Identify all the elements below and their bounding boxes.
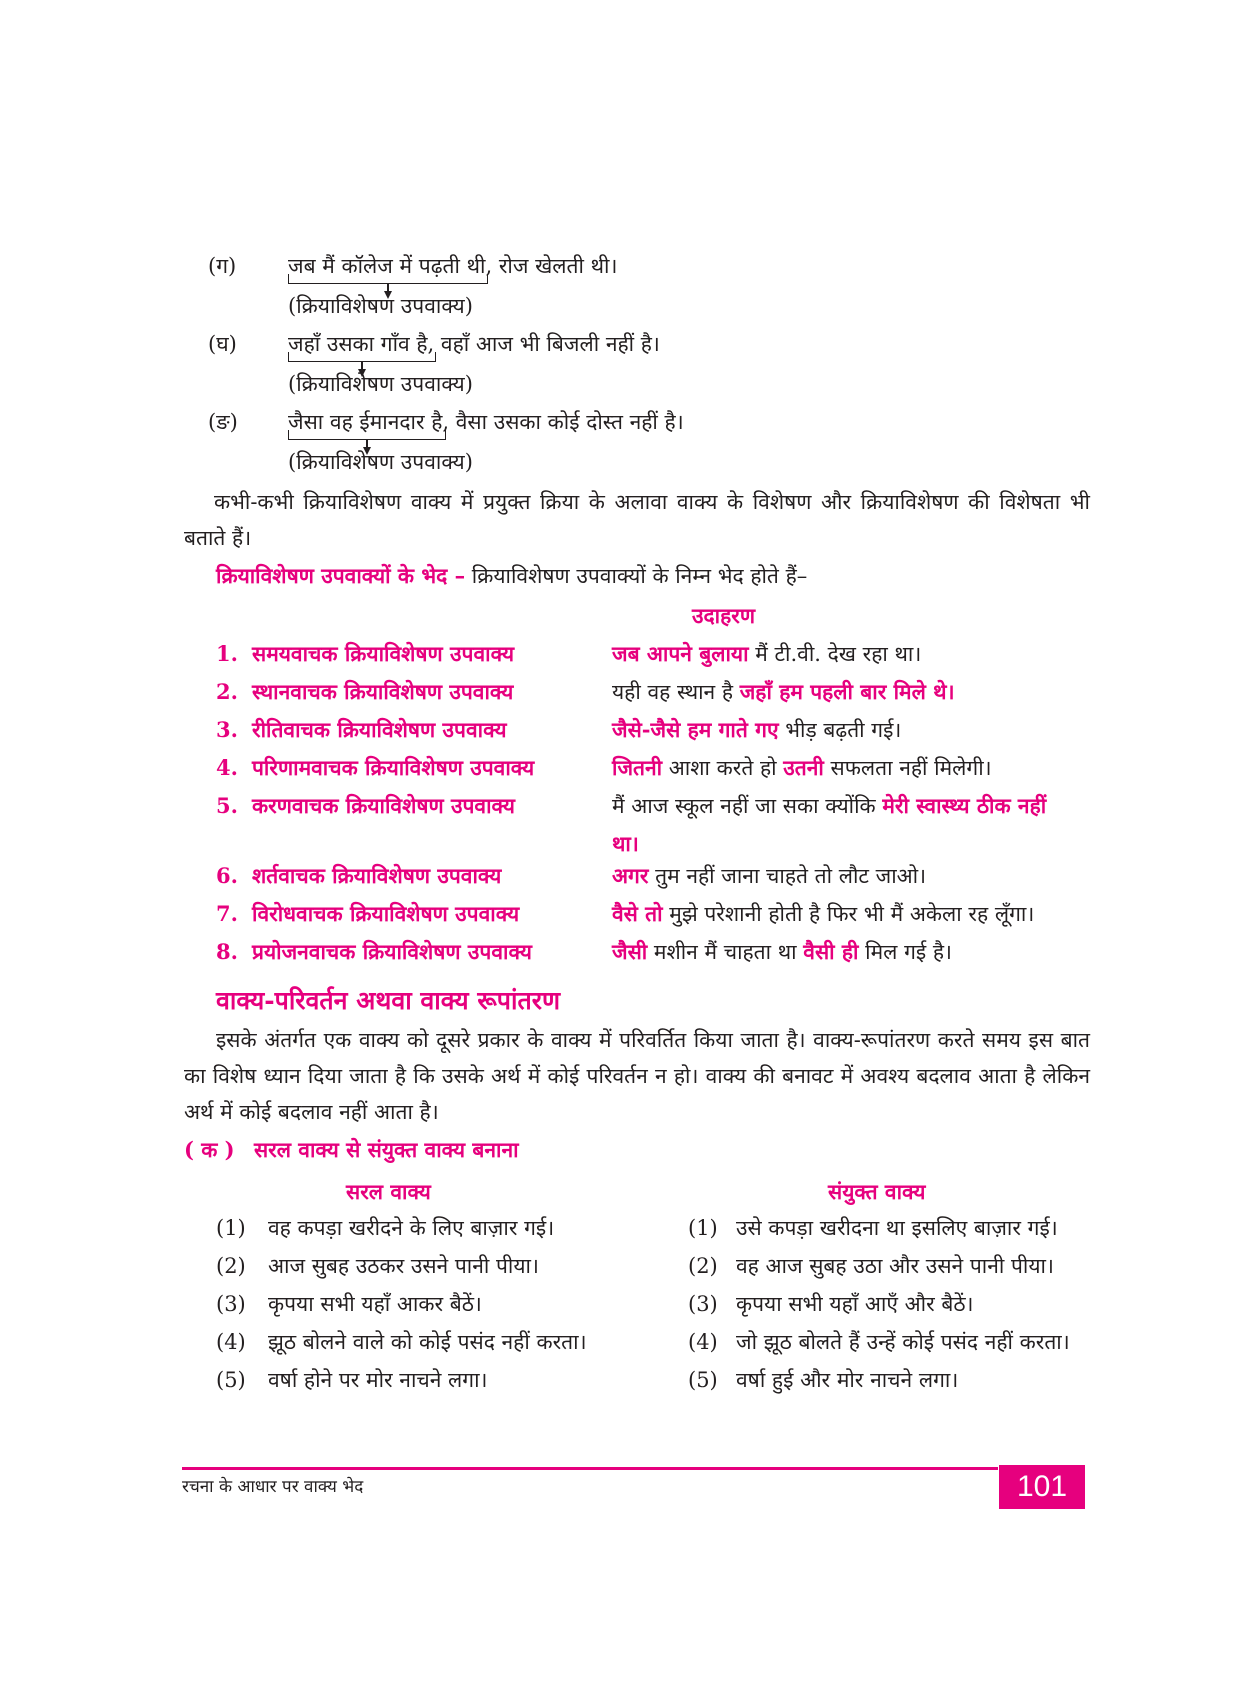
example-text: तुम नहीं जाना चाहते तो लौट जाओ। xyxy=(648,864,927,888)
section-heading: वाक्य-परिवर्तन अथवा वाक्य रूपांतरण xyxy=(216,986,561,1015)
type-name: शर्तवाचक क्रियाविशेषण उपवाक्य xyxy=(252,863,502,888)
compound-sentence: वर्षा हुई और मोर नाचने लगा। xyxy=(736,1368,959,1392)
main-clause: वहाँ आज भी बिजली नहीं है। xyxy=(440,332,660,356)
highlighted-clause: जहाँ हम पहली बार मिले थे। xyxy=(739,679,955,704)
example-column-heading: उदाहरण xyxy=(692,603,756,628)
footer-rule xyxy=(182,1467,998,1470)
type-example xyxy=(612,792,1046,820)
example-text: मशीन मैं चाहता था xyxy=(647,940,804,964)
highlighted-clause: जब आपने बुलाया xyxy=(612,641,749,666)
main-clause: रोज खेलती थी। xyxy=(498,254,618,278)
type-name: परिणामवाचक क्रियाविशेषण उपवाक्य xyxy=(252,755,535,780)
example-text: मुझे परेशानी होती है फिर भी मैं अकेला रह लूँगा। xyxy=(662,902,1035,926)
type-example xyxy=(612,678,955,706)
example-marker: (ङ) xyxy=(208,410,238,434)
type-number: 3. xyxy=(216,717,238,742)
type-name: रीतिवाचक क्रियाविशेषण उपवाक्य xyxy=(252,717,507,742)
type-number: 4. xyxy=(216,755,238,780)
simple-sentence: वह कपड़ा खरीदने के लिए बाज़ार गई। xyxy=(268,1216,555,1240)
highlighted-clause: था। xyxy=(612,831,639,856)
type-number: 1. xyxy=(216,641,238,666)
simple-sentence: झूठ बोलने वाले को कोई पसंद नहीं करता। xyxy=(268,1330,587,1354)
highlighted-clause: उतनी xyxy=(783,755,824,780)
highlighted-clause: वैसे तो xyxy=(612,901,663,926)
types-heading-bold: क्रियाविशेषण उपवाक्यों के भेद – xyxy=(216,563,466,588)
example-text: यही वह स्थान है xyxy=(612,680,740,704)
type-name: प्रयोजनवाचक क्रियाविशेषण उपवाक्य xyxy=(252,939,532,964)
simple-number: (3) xyxy=(216,1292,246,1316)
footer-chapter-title: रचना के आधार पर वाक्य भेद xyxy=(182,1477,364,1497)
compound-sentence: जो झूठ बोलते हैं उन्हें कोई पसंद नहीं करता। xyxy=(736,1330,1070,1354)
compound-sentence-heading: संयुक्त वाक्य xyxy=(828,1179,926,1204)
example-text: मिल गई है। xyxy=(858,940,953,964)
type-number: 8. xyxy=(216,939,238,964)
type-number: 7. xyxy=(216,901,238,926)
type-number: 6. xyxy=(216,863,238,888)
adverb-clause: जैसा वह ईमानदार है, xyxy=(288,410,450,434)
highlighted-clause: जैसे-जैसे हम गाते गए xyxy=(612,717,779,742)
type-example xyxy=(612,862,926,890)
types-heading xyxy=(216,562,807,590)
type-example xyxy=(612,900,1034,928)
simple-number: (4) xyxy=(216,1330,246,1354)
types-heading-text: क्रियाविशेषण उपवाक्यों के निम्न भेद होते हैं– xyxy=(471,564,808,588)
compound-number: (2) xyxy=(688,1254,718,1278)
compound-sentence: उसे कपड़ा खरीदना था इसलिए बाज़ार गई। xyxy=(736,1216,1058,1240)
compound-number: (3) xyxy=(688,1292,718,1316)
simple-number: (5) xyxy=(216,1368,246,1392)
highlighted-clause: वैसी ही xyxy=(803,939,859,964)
type-number: 2. xyxy=(216,679,238,704)
type-number: 5. xyxy=(216,793,238,818)
clause-label: (क्रियाविशेषण उपवाक्य) xyxy=(288,372,473,396)
type-example xyxy=(612,754,992,782)
adverb-clause: जहाँ उसका गाँव है, xyxy=(288,332,435,356)
subsection-title: सरल वाक्य से संयुक्त वाक्य बनाना xyxy=(253,1137,519,1162)
example-text: मैं आज स्कूल नहीं जा सका क्योंकि xyxy=(612,794,883,818)
example-marker: (घ) xyxy=(208,332,237,356)
example-text: मैं टी.वी. देख रहा था। xyxy=(748,642,922,666)
simple-sentence-heading: सरल वाक्य xyxy=(346,1179,431,1204)
type-name: करणवाचक क्रियाविशेषण उपवाक्य xyxy=(252,793,515,818)
simple-sentence: कृपया सभी यहाँ आकर बैठें। xyxy=(268,1292,482,1316)
subsection-heading xyxy=(184,1136,519,1164)
example-text: भीड़ बढ़ती गई। xyxy=(778,718,902,742)
compound-sentence: वह आज सुबह उठा और उसने पानी पीया। xyxy=(736,1254,1054,1278)
compound-number: (1) xyxy=(688,1216,718,1240)
clause-label: (क्रियाविशेषण उपवाक्य) xyxy=(288,294,473,318)
compound-sentence: कृपया सभी यहाँ आएँ और बैठें। xyxy=(736,1292,974,1316)
compound-number: (5) xyxy=(688,1368,718,1392)
highlighted-clause: अगर xyxy=(612,863,649,888)
type-example xyxy=(612,716,901,744)
example-text: सफलता नहीं मिलेगी। xyxy=(823,756,992,780)
simple-sentence: वर्षा होने पर मोर नाचने लगा। xyxy=(268,1368,488,1392)
simple-number: (2) xyxy=(216,1254,246,1278)
intro-paragraph: कभी-कभी क्रियाविशेषण वाक्य में प्रयुक्त क्रिया के अलावा वाक्य के विशेषण और क्रियाविशेषण की विशेषता भी बताते हैं। xyxy=(184,490,1090,550)
simple-sentence: आज सुबह उठकर उसने पानी पीया। xyxy=(268,1254,539,1278)
example-marker: (ग) xyxy=(208,254,237,278)
adverb-clause: जब मैं कॉलेज में पढ़ती थी, xyxy=(288,254,493,278)
compound-number: (4) xyxy=(688,1330,718,1354)
clause-label: (क्रियाविशेषण उपवाक्य) xyxy=(288,450,473,474)
section-paragraph: इसके अंतर्गत एक वाक्य को दूसरे प्रकार के वाक्य में परिवर्तित किया जाता है। वाक्य-रूपांतरण करते समय इस बात का विशेष ध्यान दिया जाता है कि उसके अर्थ में कोई परिवर्तन न हो। वाक्य की बनावट में अवश्य बदलाव आता है लेकिन अर्थ में कोई बदलाव नहीं आता है। xyxy=(184,1028,1090,1124)
simple-number: (1) xyxy=(216,1216,246,1240)
type-name: विरोधवाचक क्रियाविशेषण उपवाक्य xyxy=(252,901,520,926)
example-text: आशा करते हो xyxy=(662,756,784,780)
highlighted-clause: जितनी xyxy=(612,755,663,780)
main-clause: वैसा उसका कोई दोस्त नहीं है। xyxy=(455,410,684,434)
highlighted-clause: जैसी xyxy=(612,939,648,964)
page-number: 101 xyxy=(999,1465,1085,1509)
type-example xyxy=(612,938,952,966)
type-name: स्थानवाचक क्रियाविशेषण उपवाक्य xyxy=(252,679,514,704)
subsection-marker: ( क ) xyxy=(184,1137,235,1162)
type-name: समयवाचक क्रियाविशेषण उपवाक्य xyxy=(252,641,515,666)
type-example xyxy=(612,640,921,668)
highlighted-clause: मेरी स्वास्थ्य ठीक नहीं xyxy=(882,793,1047,818)
